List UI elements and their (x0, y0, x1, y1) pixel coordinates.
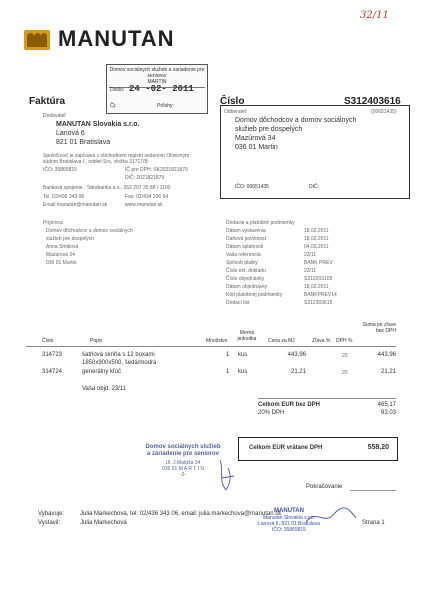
logo-text: MANUTAN (58, 26, 175, 51)
delivery-line: 036 01 Martin (46, 260, 77, 266)
row-cislo: 314724 (42, 369, 63, 375)
issued-by: Julia Markechová (80, 520, 127, 526)
supplier-bank: Banková spojenie : Tatrabanka a.s., 262 207 35 88 / 1100 (43, 185, 171, 191)
recipient-box (220, 105, 410, 199)
delivery-line: Anna Smiková (46, 244, 79, 250)
terms-row (226, 260, 386, 268)
customer-stamp-line4: 036 01 M A R T I N (161, 466, 205, 472)
invoice-number: S312403616 (344, 96, 401, 107)
row-cislo: 314723 (42, 352, 63, 358)
terms-row (226, 276, 386, 284)
terms-key: Daňová povinnosť (226, 236, 267, 242)
grand-total-box (238, 437, 398, 461)
continuation-line (350, 490, 396, 491)
terms-value: S312303615 (304, 300, 333, 306)
supplier-web: www.manutan.sk (125, 202, 163, 208)
terms-key: Vaša referencia (226, 252, 261, 258)
terms-key: Dátum vystavenia (226, 228, 266, 234)
terms-row (226, 292, 386, 300)
stamp-line1: Domov sociálnych služieb a zariadenie pre seniorov (109, 67, 205, 79)
supplier-stamp-line2: Lanová 6, 821 01 Bratislava (258, 521, 320, 527)
delivery-line: Domov dôchodcov a domov sociálnych (46, 228, 133, 234)
delivery-address (46, 228, 133, 266)
stamp-line2: MARTIN (147, 79, 167, 85)
recipient-street: Mazúrová 34 (235, 135, 276, 142)
recipient-ico: IČO: 00651435 (235, 184, 269, 190)
issued-by-label: Vystavil: (38, 520, 61, 526)
terms-value: BANK PREV (304, 260, 333, 266)
terms-key: Spôsob platby (226, 260, 258, 266)
invoice-number-label: Číslo (220, 96, 245, 107)
col-cislo: Číslo (42, 338, 54, 344)
supplier-dic: DIČ: 2021821879 (125, 175, 165, 181)
row-suma: 443,96 (377, 352, 396, 358)
customer-stamp-line3: Ul. J.Matúša 34 (165, 460, 201, 466)
terms-row (226, 228, 386, 236)
handled-by-label: Vybavuje: (38, 511, 65, 517)
col-cena: Cena za MJ (268, 338, 295, 344)
total-dph: 93,03 (380, 410, 396, 416)
row-cena: 443,96 (287, 352, 306, 358)
stamp-received-date: 24 -02- 2011 (129, 84, 194, 94)
row-popis: šatňová skriňa s 12 boxami (82, 352, 155, 358)
terms-key: Číslo objednávky (226, 276, 265, 282)
terms-row (226, 284, 386, 292)
customer-stamp-line5: -2- (179, 472, 187, 478)
terms-key: Dodací list (226, 300, 250, 306)
row-suma: 21,21 (380, 369, 396, 375)
terms-row (226, 300, 386, 308)
recipient-dic: DIČ: (309, 184, 319, 190)
total-dph-label: 20% DPH (258, 410, 285, 416)
recipient-city: 036 01 Martin (235, 144, 278, 151)
grand-total-label: Celkom EUR vrátane DPH (249, 445, 323, 451)
terms-row (226, 268, 386, 276)
terms-key: Dátum splatnosti (226, 244, 264, 250)
supplier-fax: Fax: 02/434 206 54 (125, 194, 169, 200)
total-bez-dph-label: Celkom EUR bez DPH (258, 402, 321, 408)
supplier-stamp-line1: Manutan Slovakia s.r.o. (263, 515, 315, 521)
terms-row (226, 252, 386, 260)
delivery-line: služieb pre dospelých (46, 236, 95, 242)
stamp-cislo-label: Čj: (110, 103, 117, 109)
terms-label: Dodacie a platobné podmienky (226, 220, 295, 226)
grand-total-value: 558,20 (367, 444, 389, 451)
supplier-name: MANUTAN Slovakia s.r.o. (56, 121, 140, 128)
continuation-label: Pokračovanie (306, 484, 343, 490)
terms-value: 23/11 (304, 252, 317, 258)
recipient-line1: Domov dôchodcov a domov sociálnych (235, 117, 357, 124)
col-zlava: Zľava % (312, 338, 331, 344)
table-row (26, 369, 396, 381)
terms-value: 18.02.2011 (304, 236, 329, 242)
stamp-received-label: Došlo: (110, 87, 125, 93)
supplier-ico: IČO: 35865815 (43, 167, 77, 173)
total-bez-dph: 465,17 (377, 402, 396, 408)
terms-list (226, 228, 386, 308)
table-divider (26, 346, 396, 347)
terms-value: 18.02.2011 (304, 284, 329, 290)
row-popis-detail: 1850x900x500, šedá/modrá (82, 360, 157, 366)
totals-divider (258, 398, 396, 399)
supplier-street: Lanová 6 (56, 130, 85, 137)
row-cena: 21,21 (290, 369, 306, 375)
order-note: Vaša objd. 23/11 (82, 386, 127, 392)
customer-stamp-line1: Domov sociálnych služieb (145, 444, 221, 450)
row-dph: 20 (342, 370, 348, 376)
page-number: Strana 1 (362, 520, 385, 526)
row-mnozstvo: 1 (226, 369, 230, 375)
received-stamp (106, 64, 208, 114)
row-mnozstvo: 1 (226, 352, 230, 358)
delivery-line: Mazúrová 34 (46, 252, 75, 258)
terms-key: Číslo ext. dokladu (226, 268, 266, 274)
row-dph: 20 (342, 353, 348, 359)
row-popis: generálny kľúč (82, 369, 122, 375)
terms-key: Kód platobnej podmienky (226, 292, 283, 298)
supplier-reg1: Spoločnosť je zapísaná v obchodnom registri vedenom Okresným (43, 153, 190, 159)
col-dph: DPH % (336, 338, 353, 344)
delivery-label: Príjemca (43, 220, 63, 226)
customer-signature (216, 456, 238, 496)
row-jednotka: kus (238, 352, 248, 358)
terms-row (226, 236, 386, 244)
supplier-label: Dodávateľ (43, 113, 66, 119)
col-mnozstvo: Množstvo (206, 338, 228, 344)
terms-value: BANKPREV14 (304, 292, 337, 298)
supplier-tel: Tel. 02/436 343 06 (43, 194, 85, 200)
col-jednotka: Merná jednotka (237, 330, 257, 342)
terms-value: 23/11 (304, 268, 317, 274)
supplier-city: 821 01 Bratislava (56, 139, 111, 146)
terms-value: 18.02.2011 (304, 228, 329, 234)
supplier-stamp-line3: IČO: 35865815 (272, 527, 306, 533)
customer-stamp-line2: a zariadenie pre seniorov (146, 451, 220, 457)
manutan-logo-icon (24, 30, 50, 50)
supplier-signature (304, 504, 358, 528)
supplier-email: Email manutan@manutan.sk (43, 202, 108, 208)
handled-by: Julia Markechová, tel: 02/436 343 06, email: julia.markechova@manutan.sk (80, 511, 282, 517)
terms-value: S312203105 (304, 276, 333, 282)
terms-value: 04.03.2011 (304, 244, 329, 250)
recipient-label: Odberateľ (224, 109, 247, 115)
supplier-reg2: súdom Bratislava I., oddiel Sro, vložka 31717/B (43, 159, 148, 165)
terms-row (226, 244, 386, 252)
customer-stamp (140, 444, 226, 478)
col-suma: Suma po zľave bez DPH (362, 322, 396, 334)
recipient-code: (00651435) (371, 109, 397, 115)
stamp-prilohy-label: Prílohy: (157, 103, 174, 109)
recipient-line2: služieb pre dospelých (235, 126, 303, 133)
supplier-icdph: IČ pre DPH: SK2021821879 (125, 167, 188, 173)
col-popis: Popis (90, 338, 103, 344)
terms-key: Dátum objednávky (226, 284, 268, 290)
supplier-stamp-brand: MANUTAN (274, 508, 304, 514)
document-title: Faktúra (29, 96, 66, 107)
handwritten-reference: 32/11 (360, 10, 389, 21)
row-jednotka: kus (238, 369, 248, 375)
